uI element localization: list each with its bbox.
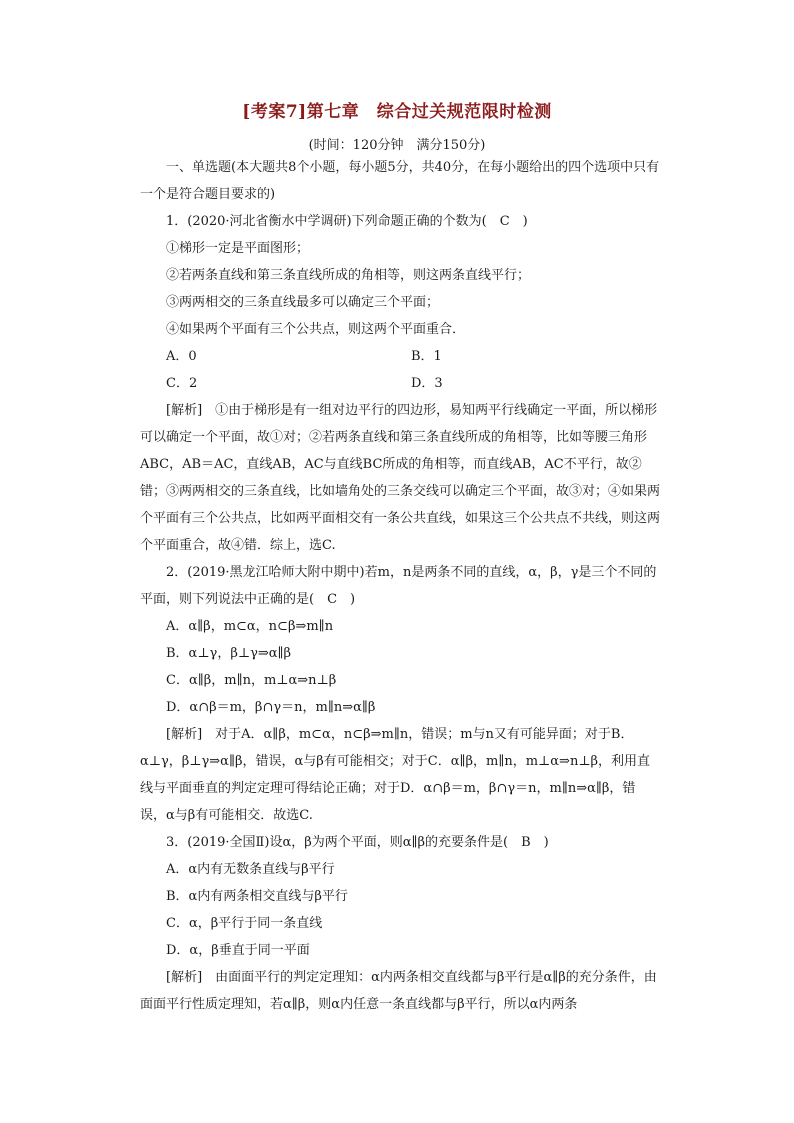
q1-option-b: B．1 (411, 349, 442, 364)
q3-option-d: D．α，β垂直于同一平面 (166, 943, 310, 958)
document-body (140, 154, 660, 1018)
section-heading: 一、单选题(本大题共8个小题，每小题5分，共40分，在每小题给出的四个选项中只有一个是符合题目要求的) (140, 160, 660, 202)
q3-analysis: [解析] 由面面平行的判定定理知：α内两条相交直线都与β平行是α∥β的充分条件，由面面平行性质定理知，若α∥β，则α内任意一条直线都与β平行，所以α内两条 (140, 970, 657, 1012)
q1-option-c: C．2 (166, 376, 198, 391)
q2-option-c: C．α∥β，m∥n，m⊥α⇒n⊥β (166, 673, 337, 688)
q2-option-a: A．α∥β，m⊂α，n⊂β⇒m∥n (166, 619, 334, 634)
q1-statement-1: ①梯形一定是平面图形； (166, 241, 310, 256)
q1-options-row-1 (140, 343, 660, 370)
q1-option-a: A．0 (166, 349, 197, 364)
q3-option-a: A．α内有无数条直线与β平行 (166, 862, 335, 877)
q1-statement-4: ④如果两个平面有三个公共点，则这两个平面重合． (166, 322, 466, 337)
question-2-stem: 2．(2019·黑龙江哈师大附中期中)若m，n是两条不同的直线，α，β，γ是三个不同的平面，则下列说法中正确的是( C ) (140, 565, 657, 607)
q1-option-d: D．3 (411, 376, 443, 391)
q1-statement-3: ③两两相交的三条直线最多可以确定三个平面； (166, 295, 440, 310)
question-3-stem: 3．(2019·全国Ⅱ)设α，β为两个平面，则α∥β的充要条件是( B ) (166, 835, 549, 850)
q1-options-row-2 (140, 370, 660, 397)
q1-analysis: [解析] ①由于梯形是有一组对边平行的四边形，易知两平行线确定一平面，所以梯形可以确定一个平面，故①对；②若两条直线和第三条直线所成的角相等，比如等腰三角形ABC，AB＝AC，直线AB，AC与直线BC所成的角相等，而直线AB，AC不平行，故②错；③两两相交的三条直线，比如墙角处的三条交线可以确定三个平面，故③对；④如果两个平面有三个公共点，比如两平面相交有一条公共直线，如果这三个公共点不共线，则这两个平面重合，故④错．综上，选C. (140, 403, 661, 553)
q2-option-d: D．α∩β＝m，β∩γ＝n，m∥n⇒α∥β (166, 700, 376, 715)
q2-analysis: [解析] 对于A．α∥β，m⊂α，n⊂β⇒m∥n，错误；m与n又有可能异面；对于B．α⊥γ，β⊥γ⇒α∥β，错误，α与β有可能相交；对于C．α∥β，m∥n，m⊥α⇒n⊥β，利用直线与平面垂直的判定定理可得结论正确；对于D．α∩β＝m，β∩γ＝n，m∥n⇒α∥β，错误，α与β有可能相交．故选C. (140, 727, 651, 823)
q3-option-b: B．α内有两条相交直线与β平行 (166, 889, 348, 904)
exam-info: (时间：120分钟 满分150分) (308, 138, 486, 153)
q3-option-c: C．α，β平行于同一条直线 (166, 916, 323, 931)
q2-option-b: B．α⊥γ，β⊥γ⇒α∥β (166, 646, 292, 661)
page-title: [考案7]第七章 综合过关规范限时检测 (242, 102, 552, 122)
question-1-stem: 1．(2020·河北省衡水中学调研)下列命题正确的个数为( C ) (166, 214, 528, 229)
q1-statement-2: ②若两条直线和第三条直线所成的角相等，则这两条直线平行； (166, 268, 531, 283)
